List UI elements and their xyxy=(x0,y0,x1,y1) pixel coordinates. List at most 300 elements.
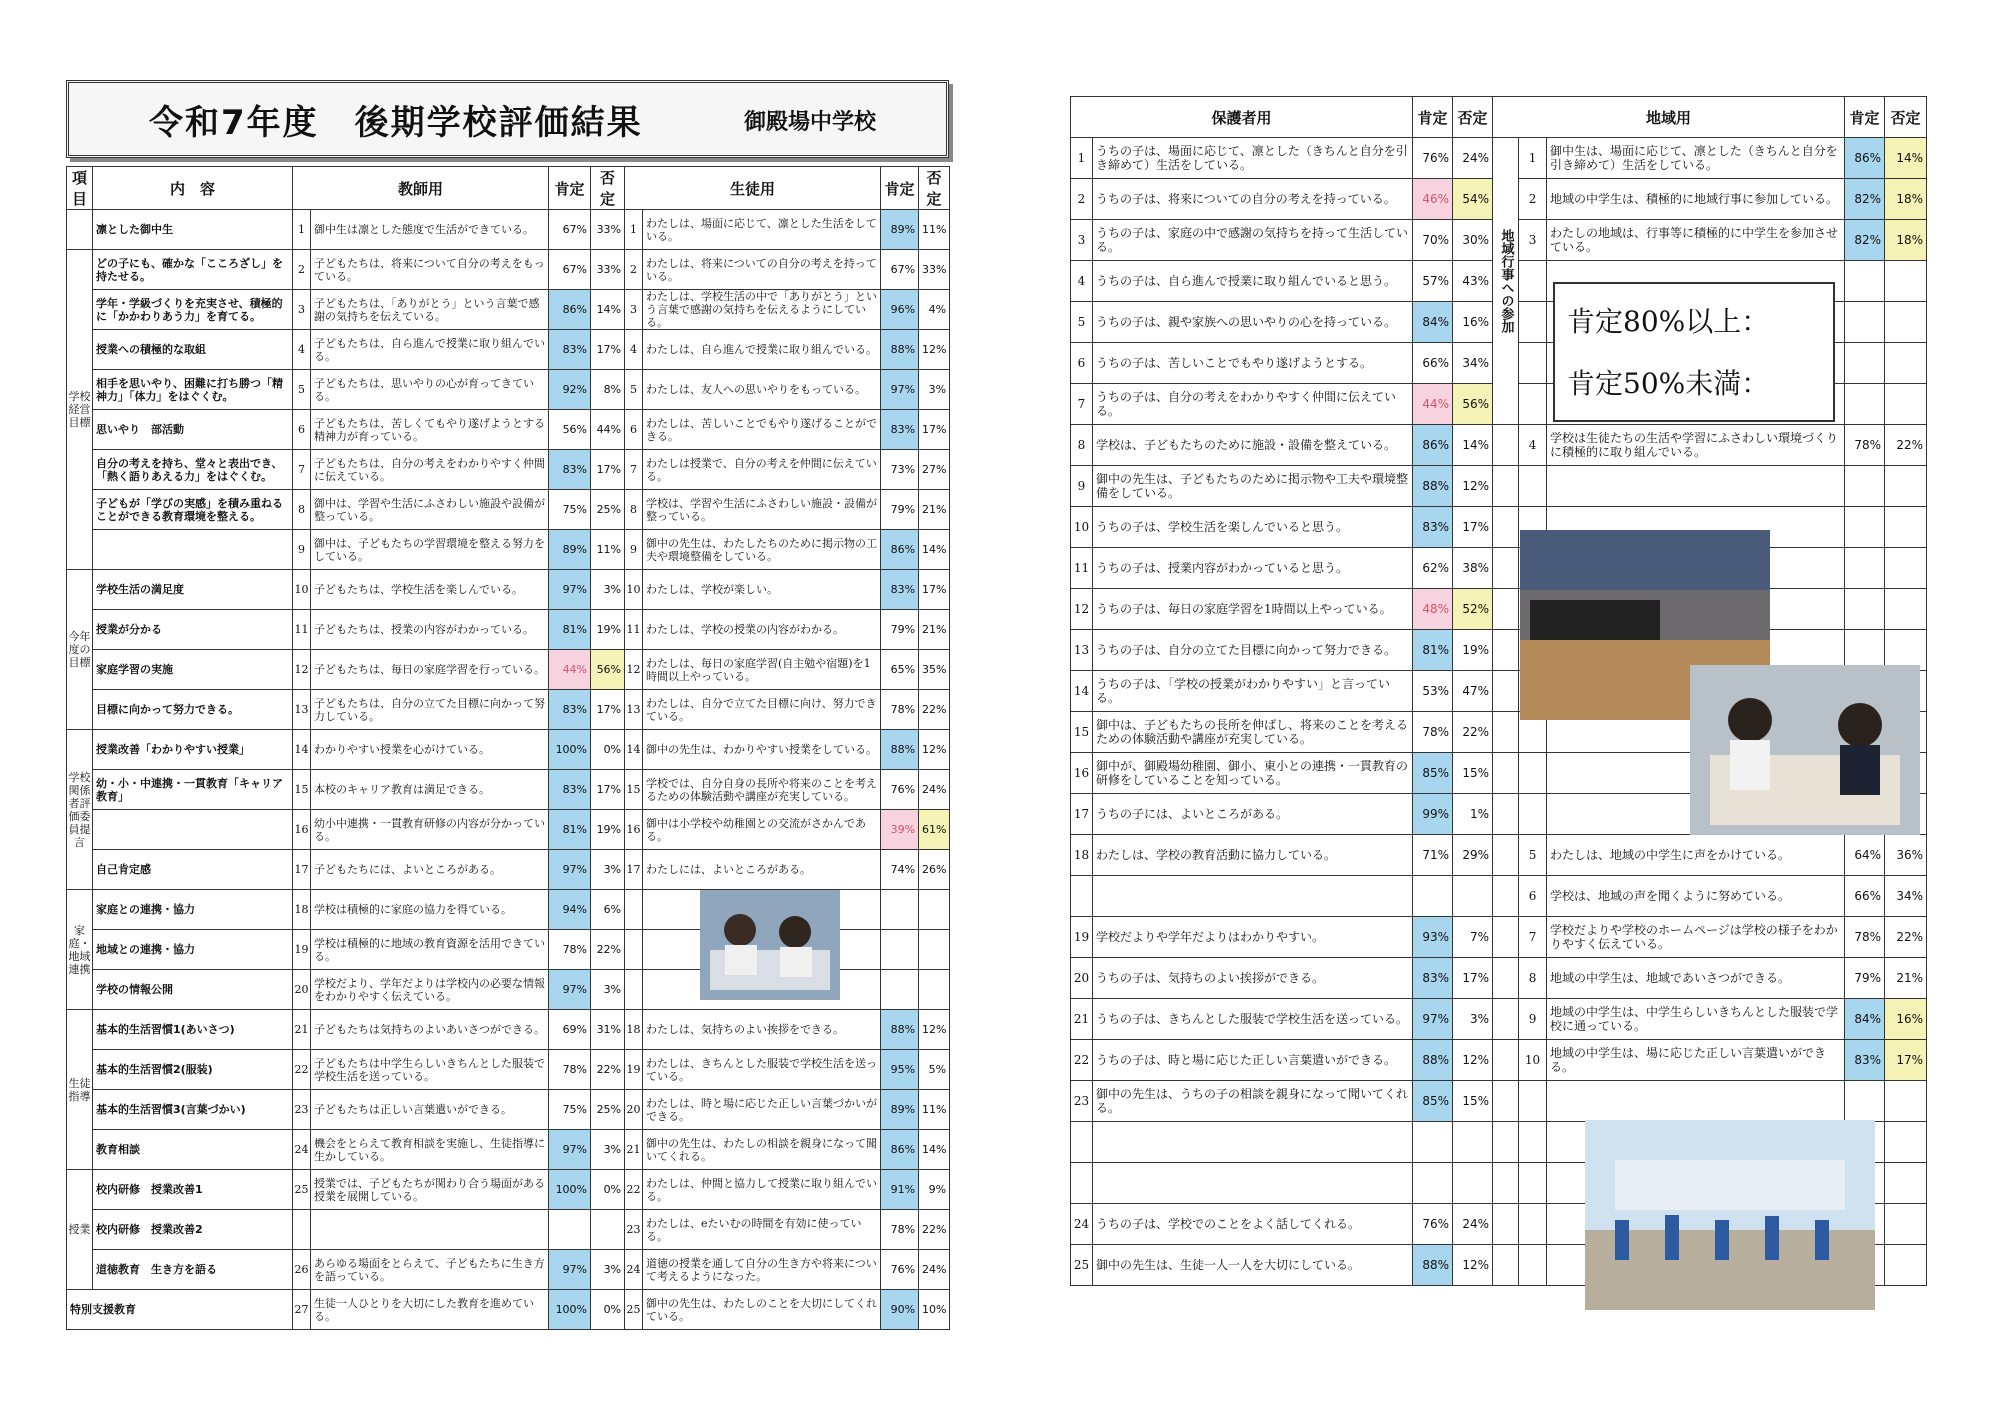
community-negative xyxy=(1885,343,1927,384)
parent-positive: 86% xyxy=(1413,425,1453,466)
teacher-positive: 78% xyxy=(549,1050,591,1090)
parent-question: うちの子は、気持ちのよい挨拶ができる。 xyxy=(1093,958,1413,999)
parent-positive: 88% xyxy=(1413,466,1453,507)
parent-number: 23 xyxy=(1071,1081,1093,1122)
content-cell xyxy=(93,530,293,570)
teacher-negative: 8% xyxy=(591,370,625,410)
community-number xyxy=(1519,1245,1547,1286)
parent-positive: 66% xyxy=(1413,343,1453,384)
teacher-number: 16 xyxy=(293,810,311,850)
teacher-number: 1 xyxy=(293,210,311,250)
left-sheet xyxy=(66,80,949,1330)
student-negative: 14% xyxy=(919,1130,950,1170)
teacher-number: 20 xyxy=(293,970,311,1010)
student-question: わたしは、eたいむの時間を有効に使っている。 xyxy=(643,1210,881,1250)
teacher-negative: 0% xyxy=(591,1170,625,1210)
content-cell: 自分の考えを持ち、堂々と表出でき、「熱く語りあえる力」をはぐくむ。 xyxy=(93,450,293,490)
parent-negative: 19% xyxy=(1453,630,1493,671)
community-number: 2 xyxy=(1519,179,1547,220)
student-positive: 78% xyxy=(881,690,919,730)
student-number: 19 xyxy=(625,1050,643,1090)
teacher-question: 機会をとらえて教育相談を実施し、生徒指導に生かしている。 xyxy=(311,1130,549,1170)
community-positive xyxy=(1845,1081,1885,1122)
student-pos-header: 肯定 xyxy=(881,167,919,210)
category-cell: 授業 xyxy=(67,1170,93,1290)
community-positive: 78% xyxy=(1845,917,1885,958)
content-cell: 子どもが「学びの実感」を積み重ねることができる教育環境を整える。 xyxy=(93,490,293,530)
teacher-positive: 78% xyxy=(549,930,591,970)
teacher-positive: 83% xyxy=(549,450,591,490)
teacher-negative: 3% xyxy=(591,850,625,890)
student-number xyxy=(625,890,643,930)
community-number xyxy=(1519,1081,1547,1122)
left-row xyxy=(67,490,950,530)
parent-question: うちの子は、「学校の授業がわかりやすい」と言っている。 xyxy=(1093,671,1413,712)
parent-question: うちの子は、学校生活を楽しんでいると思う。 xyxy=(1093,507,1413,548)
parent-negative: 24% xyxy=(1453,1204,1493,1245)
student-negative: 61% xyxy=(919,810,950,850)
right-row xyxy=(1071,835,1927,876)
student-negative: 33% xyxy=(919,250,950,290)
teacher-positive: 92% xyxy=(549,370,591,410)
content-cell: 授業改善「わかりやすい授業」 xyxy=(93,730,293,770)
parent-negative: 12% xyxy=(1453,1040,1493,1081)
teacher-number: 8 xyxy=(293,490,311,530)
student-number xyxy=(625,970,643,1010)
community-positive xyxy=(1845,507,1885,548)
student-number: 7 xyxy=(625,450,643,490)
community-positive xyxy=(1845,384,1885,425)
community-spacer xyxy=(1493,1245,1519,1286)
student-neg-header: 否定 xyxy=(919,167,950,210)
parent-question: 御中の先生は、子どもたちのために掲示物や工夫や環境整備をしている。 xyxy=(1093,466,1413,507)
parent-positive xyxy=(1413,1122,1453,1163)
student-negative: 5% xyxy=(919,1050,950,1090)
teacher-negative: 19% xyxy=(591,810,625,850)
left-header-row xyxy=(67,167,950,210)
student-number: 20 xyxy=(625,1090,643,1130)
teacher-negative: 25% xyxy=(591,490,625,530)
left-row xyxy=(67,450,950,490)
teacher-question: 御中生は凛とした態度で生活ができている。 xyxy=(311,210,549,250)
left-row xyxy=(67,1010,950,1050)
parent-question: うちの子は、自分の立てた目標に向かって努力できる。 xyxy=(1093,630,1413,671)
left-row xyxy=(67,730,950,770)
student-negative: 17% xyxy=(919,410,950,450)
student-question: 御中の先生は、わたしのことを大切にしてくれている。 xyxy=(643,1290,881,1330)
teacher-positive: 97% xyxy=(549,1130,591,1170)
teacher-positive: 97% xyxy=(549,850,591,890)
parent-number: 12 xyxy=(1071,589,1093,630)
community-negative: 17% xyxy=(1885,1040,1927,1081)
teacher-negative: 0% xyxy=(591,730,625,770)
parent-number: 6 xyxy=(1071,343,1093,384)
student-question: わたしは授業で、自分の考えを仲間に伝えている。 xyxy=(643,450,881,490)
community-number: 10 xyxy=(1519,1040,1547,1081)
content-cell: 校内研修 授業改善1 xyxy=(93,1170,293,1210)
community-spacer xyxy=(1493,876,1519,917)
parent-negative: 17% xyxy=(1453,958,1493,999)
community-negative: 21% xyxy=(1885,958,1927,999)
student-positive: 96% xyxy=(881,290,919,330)
teacher-question: 子どもたちは気持ちのよいあいさつができる。 xyxy=(311,1010,549,1050)
community-negative: 18% xyxy=(1885,179,1927,220)
teacher-neg-header: 否定 xyxy=(591,167,625,210)
teacher-positive: 94% xyxy=(549,890,591,930)
parent-question: うちの子は、苦しいことでもやり遂げようとする。 xyxy=(1093,343,1413,384)
teacher-positive: 75% xyxy=(549,490,591,530)
community-number xyxy=(1519,302,1547,343)
teacher-positive: 56% xyxy=(549,410,591,450)
community-number xyxy=(1519,794,1547,835)
community-spacer xyxy=(1493,1122,1519,1163)
title-banner xyxy=(66,80,949,158)
teacher-question: 幼小中連携・一貫教育研修の内容が分かっている。 xyxy=(311,810,549,850)
parent-positive: 78% xyxy=(1413,712,1453,753)
student-question: わたしは、学校生活の中で「ありがとう」という言葉で感謝の気持ちを伝えるようにしている。 xyxy=(643,290,881,330)
teacher-negative: 25% xyxy=(591,1090,625,1130)
parent-number: 17 xyxy=(1071,794,1093,835)
left-row xyxy=(67,530,950,570)
community-question: 地域の中学生は、中学生らしいきちんとした服装で学校に通っている。 xyxy=(1547,999,1845,1040)
community-spacer xyxy=(1493,1163,1519,1204)
teacher-pos-header: 肯定 xyxy=(549,167,591,210)
left-row xyxy=(67,250,950,290)
parent-question: 御中の先生は、うちの子の相談を親身になって聞いてくれる。 xyxy=(1093,1081,1413,1122)
teacher-negative: 3% xyxy=(591,970,625,1010)
parent-question xyxy=(1093,1122,1413,1163)
teacher-question: 子どもたちは正しい言葉遣いができる。 xyxy=(311,1090,549,1130)
student-question: わたしは、場面に応じて、凛とした生活をしている。 xyxy=(643,210,881,250)
community-negative xyxy=(1885,466,1927,507)
teacher-question: 子どもたちは中学生らしいきちんとした服装で学校生活を送っている。 xyxy=(311,1050,549,1090)
student-question: わたしは、気持ちのよい挨拶をできる。 xyxy=(643,1010,881,1050)
parent-number: 15 xyxy=(1071,712,1093,753)
community-negative: 16% xyxy=(1885,999,1927,1040)
content-cell: 目標に向かって努力できる。 xyxy=(93,690,293,730)
parent-negative: 16% xyxy=(1453,302,1493,343)
parent-number: 1 xyxy=(1071,138,1093,179)
photo-students-desk xyxy=(1690,665,1920,835)
community-negative: 22% xyxy=(1885,425,1927,466)
community-question: 学校だよりや学校のホームページは学校の様子をわかりやすく伝えている。 xyxy=(1547,917,1845,958)
community-spacer xyxy=(1493,917,1519,958)
student-positive: 74% xyxy=(881,850,919,890)
parent-question xyxy=(1093,1163,1413,1204)
parent-negative: 47% xyxy=(1453,671,1493,712)
photo-dance-festival xyxy=(1585,1120,1875,1310)
left-row xyxy=(67,1290,950,1330)
teacher-number: 14 xyxy=(293,730,311,770)
community-negative: 34% xyxy=(1885,876,1927,917)
parent-negative: 29% xyxy=(1453,835,1493,876)
community-number: 9 xyxy=(1519,999,1547,1040)
teacher-number: 19 xyxy=(293,930,311,970)
community-header: 地域用 xyxy=(1493,97,1845,138)
student-number: 8 xyxy=(625,490,643,530)
teacher-negative: 17% xyxy=(591,770,625,810)
parent-negative: 15% xyxy=(1453,753,1493,794)
student-number: 12 xyxy=(625,650,643,690)
parent-question: うちの子は、家庭の中で感謝の気持ちを持って生活している。 xyxy=(1093,220,1413,261)
student-number: 6 xyxy=(625,410,643,450)
teacher-negative: 17% xyxy=(591,330,625,370)
left-row xyxy=(67,1050,950,1090)
content-cell: 教育相談 xyxy=(93,1130,293,1170)
student-positive: 79% xyxy=(881,610,919,650)
community-number: 8 xyxy=(1519,958,1547,999)
community-spacer xyxy=(1493,835,1519,876)
legend-high: 肯定80%以上： xyxy=(1567,305,1770,338)
community-negative: 22% xyxy=(1885,917,1927,958)
student-negative: 14% xyxy=(919,530,950,570)
parent-number: 3 xyxy=(1071,220,1093,261)
teacher-student-table xyxy=(66,166,950,1330)
community-spacer xyxy=(1493,958,1519,999)
student-question: わたしは、学校の授業の内容がわかる。 xyxy=(643,610,881,650)
parent-positive: 84% xyxy=(1413,302,1453,343)
community-pos-header: 肯定 xyxy=(1845,97,1885,138)
community-positive xyxy=(1845,466,1885,507)
left-row xyxy=(67,290,950,330)
right-row xyxy=(1071,548,1927,589)
parent-number: 24 xyxy=(1071,1204,1093,1245)
student-positive: 97% xyxy=(881,370,919,410)
parent-positive: 70% xyxy=(1413,220,1453,261)
student-number: 23 xyxy=(625,1210,643,1250)
community-positive xyxy=(1845,548,1885,589)
community-spacer xyxy=(1493,671,1519,712)
student-positive: 88% xyxy=(881,330,919,370)
parent-negative: 1% xyxy=(1453,794,1493,835)
parent-negative: 7% xyxy=(1453,917,1493,958)
student-number: 4 xyxy=(625,330,643,370)
student-question: わたしは、友人への思いやりをもっている。 xyxy=(643,370,881,410)
student-question: 御中の先生は、わたしの相談を親身になって聞いてくれる。 xyxy=(643,1130,881,1170)
student-positive: 95% xyxy=(881,1050,919,1090)
parent-negative: 43% xyxy=(1453,261,1493,302)
parent-negative: 30% xyxy=(1453,220,1493,261)
student-negative: 3% xyxy=(919,370,950,410)
parent-number: 20 xyxy=(1071,958,1093,999)
parent-neg-header: 否定 xyxy=(1453,97,1493,138)
category-cell: 学校経営目標 xyxy=(67,250,93,570)
community-negative xyxy=(1885,1081,1927,1122)
parent-number xyxy=(1071,1122,1093,1163)
student-number: 24 xyxy=(625,1250,643,1290)
right-row xyxy=(1071,999,1927,1040)
community-negative xyxy=(1885,548,1927,589)
content-cell: 思いやり 部活動 xyxy=(93,410,293,450)
teacher-positive: 67% xyxy=(549,250,591,290)
community-question: 地域の中学生は、積極的に地域行事に参加している。 xyxy=(1547,179,1845,220)
student-negative: 35% xyxy=(919,650,950,690)
teacher-question xyxy=(311,1210,549,1250)
community-positive xyxy=(1845,343,1885,384)
student-negative: 11% xyxy=(919,1090,950,1130)
teacher-number: 22 xyxy=(293,1050,311,1090)
teacher-positive: 97% xyxy=(549,970,591,1010)
parent-negative: 17% xyxy=(1453,507,1493,548)
community-number: 5 xyxy=(1519,835,1547,876)
teacher-positive: 81% xyxy=(549,810,591,850)
parent-negative: 56% xyxy=(1453,384,1493,425)
student-negative: 24% xyxy=(919,1250,950,1290)
teacher-header: 教師用 xyxy=(293,167,549,210)
teacher-positive: 75% xyxy=(549,1090,591,1130)
content-cell: 道徳教育 生き方を語る xyxy=(93,1250,293,1290)
student-question: 御中は小学校や幼稚園との交流がさかんである。 xyxy=(643,810,881,850)
community-negative xyxy=(1885,261,1927,302)
student-negative: 9% xyxy=(919,1170,950,1210)
student-positive: 83% xyxy=(881,410,919,450)
teacher-positive: 81% xyxy=(549,610,591,650)
parent-number: 21 xyxy=(1071,999,1093,1040)
teacher-number: 13 xyxy=(293,690,311,730)
parent-positive: 44% xyxy=(1413,384,1453,425)
parent-number: 7 xyxy=(1071,384,1093,425)
teacher-question: あらゆる場面をとらえて、子どもたちに生き方を語っている。 xyxy=(311,1250,549,1290)
community-positive xyxy=(1845,261,1885,302)
student-question: 道徳の授業を通して自分の生き方や将来について考えるようになった。 xyxy=(643,1250,881,1290)
teacher-number: 17 xyxy=(293,850,311,890)
right-header-row xyxy=(1071,97,1927,138)
community-spacer xyxy=(1493,589,1519,630)
community-positive: 82% xyxy=(1845,179,1885,220)
student-number: 14 xyxy=(625,730,643,770)
content-cell: どの子にも、確かな「こころざし」を持たせる。 xyxy=(93,250,293,290)
student-negative: 12% xyxy=(919,730,950,770)
parent-number: 18 xyxy=(1071,835,1093,876)
parent-negative xyxy=(1453,1163,1493,1204)
community-negative xyxy=(1885,1245,1927,1286)
legend-box xyxy=(1553,282,1835,422)
community-number: 6 xyxy=(1519,876,1547,917)
parent-number xyxy=(1071,1163,1093,1204)
right-row xyxy=(1071,507,1927,548)
student-positive: 39% xyxy=(881,810,919,850)
parent-negative: 12% xyxy=(1453,1245,1493,1286)
community-positive: 64% xyxy=(1845,835,1885,876)
community-spacer xyxy=(1493,425,1519,466)
parent-positive: 88% xyxy=(1413,1040,1453,1081)
student-number: 25 xyxy=(625,1290,643,1330)
teacher-question: 本校のキャリア教育は満足できる。 xyxy=(311,770,549,810)
community-positive xyxy=(1845,302,1885,343)
teacher-negative: 22% xyxy=(591,930,625,970)
parent-positive: 99% xyxy=(1413,794,1453,835)
student-question: わたしは、仲間と協力して授業に取り組んでいる。 xyxy=(643,1170,881,1210)
parent-question: うちの子は、毎日の家庭学習を1時間以上やっている。 xyxy=(1093,589,1413,630)
left-row xyxy=(67,770,950,810)
student-positive: 89% xyxy=(881,210,919,250)
teacher-question: わかりやすい授業を心がけている。 xyxy=(311,730,549,770)
content-cell: 基本的生活習慣3(言葉づかい) xyxy=(93,1090,293,1130)
parent-number: 11 xyxy=(1071,548,1093,589)
content-cell: 学校の情報公開 xyxy=(93,970,293,1010)
community-spacer xyxy=(1493,712,1519,753)
teacher-question: 子どもたちは、毎日の家庭学習を行っている。 xyxy=(311,650,549,690)
parent-negative xyxy=(1453,876,1493,917)
student-negative: 26% xyxy=(919,850,950,890)
community-positive: 82% xyxy=(1845,220,1885,261)
left-row xyxy=(67,1130,950,1170)
parent-question: うちの子は、自分の考えをわかりやすく仲間に伝えている。 xyxy=(1093,384,1413,425)
parent-number: 16 xyxy=(1071,753,1093,794)
teacher-positive: 83% xyxy=(549,690,591,730)
student-negative: 27% xyxy=(919,450,950,490)
parent-negative: 15% xyxy=(1453,1081,1493,1122)
teacher-positive: 100% xyxy=(549,1170,591,1210)
parent-question: うちの子は、きちんとした服装で学校生活を送っている。 xyxy=(1093,999,1413,1040)
teacher-question: 子どもたちは、将来について自分の考えをもっている。 xyxy=(311,250,549,290)
left-row xyxy=(67,810,950,850)
community-negative: 14% xyxy=(1885,138,1927,179)
teacher-number: 18 xyxy=(293,890,311,930)
teacher-question: 子どもたちは、学校生活を楽しんでいる。 xyxy=(311,570,549,610)
student-positive: 78% xyxy=(881,1210,919,1250)
student-positive: 76% xyxy=(881,1250,919,1290)
student-number: 16 xyxy=(625,810,643,850)
parent-positive xyxy=(1413,876,1453,917)
student-number: 10 xyxy=(625,570,643,610)
community-neg-header: 否定 xyxy=(1885,97,1927,138)
parent-positive: 83% xyxy=(1413,958,1453,999)
community-negative xyxy=(1885,589,1927,630)
community-question: 学校は、地域の声を聞くように努めている。 xyxy=(1547,876,1845,917)
community-question: わたしは、地域の中学生に声をかけている。 xyxy=(1547,835,1845,876)
left-row xyxy=(67,1250,950,1290)
student-negative: 11% xyxy=(919,210,950,250)
parent-number: 14 xyxy=(1071,671,1093,712)
parent-question: 御中が、御殿場幼稚園、御小、東小との連携・一貫教育の研修をしていることを知っている。 xyxy=(1093,753,1413,794)
student-positive: 76% xyxy=(881,770,919,810)
teacher-negative: 19% xyxy=(591,610,625,650)
teacher-positive: 89% xyxy=(549,530,591,570)
student-positive: 65% xyxy=(881,650,919,690)
student-negative: 21% xyxy=(919,610,950,650)
left-row xyxy=(67,1170,950,1210)
parent-number: 22 xyxy=(1071,1040,1093,1081)
community-spacer xyxy=(1493,794,1519,835)
left-row xyxy=(67,370,950,410)
school-name: 御殿場中学校 xyxy=(743,110,876,135)
community-number xyxy=(1519,1163,1547,1204)
community-number xyxy=(1519,1204,1547,1245)
parent-number: 4 xyxy=(1071,261,1093,302)
parent-question: うちの子には、よいところがある。 xyxy=(1093,794,1413,835)
content-cell: 相手を思いやり、困難に打ち勝つ「精神力」「体力」をはぐくむ。 xyxy=(93,370,293,410)
student-positive: 86% xyxy=(881,530,919,570)
content-cell: 授業が分かる xyxy=(93,610,293,650)
student-negative xyxy=(919,890,950,930)
teacher-negative: 3% xyxy=(591,570,625,610)
student-number: 9 xyxy=(625,530,643,570)
teacher-negative: 44% xyxy=(591,410,625,450)
teacher-positive: 97% xyxy=(549,570,591,610)
community-number: 7 xyxy=(1519,917,1547,958)
student-negative: 22% xyxy=(919,690,950,730)
community-negative xyxy=(1885,384,1927,425)
student-negative: 22% xyxy=(919,1210,950,1250)
parent-number: 9 xyxy=(1071,466,1093,507)
parent-question: 御中は、子どもたちの長所を伸ばし、将来のことを考えるための体験活動や講座が充実している。 xyxy=(1093,712,1413,753)
teacher-question: 学校は積極的に地域の教育資源を活用できている。 xyxy=(311,930,549,970)
student-number: 17 xyxy=(625,850,643,890)
parent-negative: 12% xyxy=(1453,466,1493,507)
parent-positive: 57% xyxy=(1413,261,1453,302)
student-negative xyxy=(919,930,950,970)
